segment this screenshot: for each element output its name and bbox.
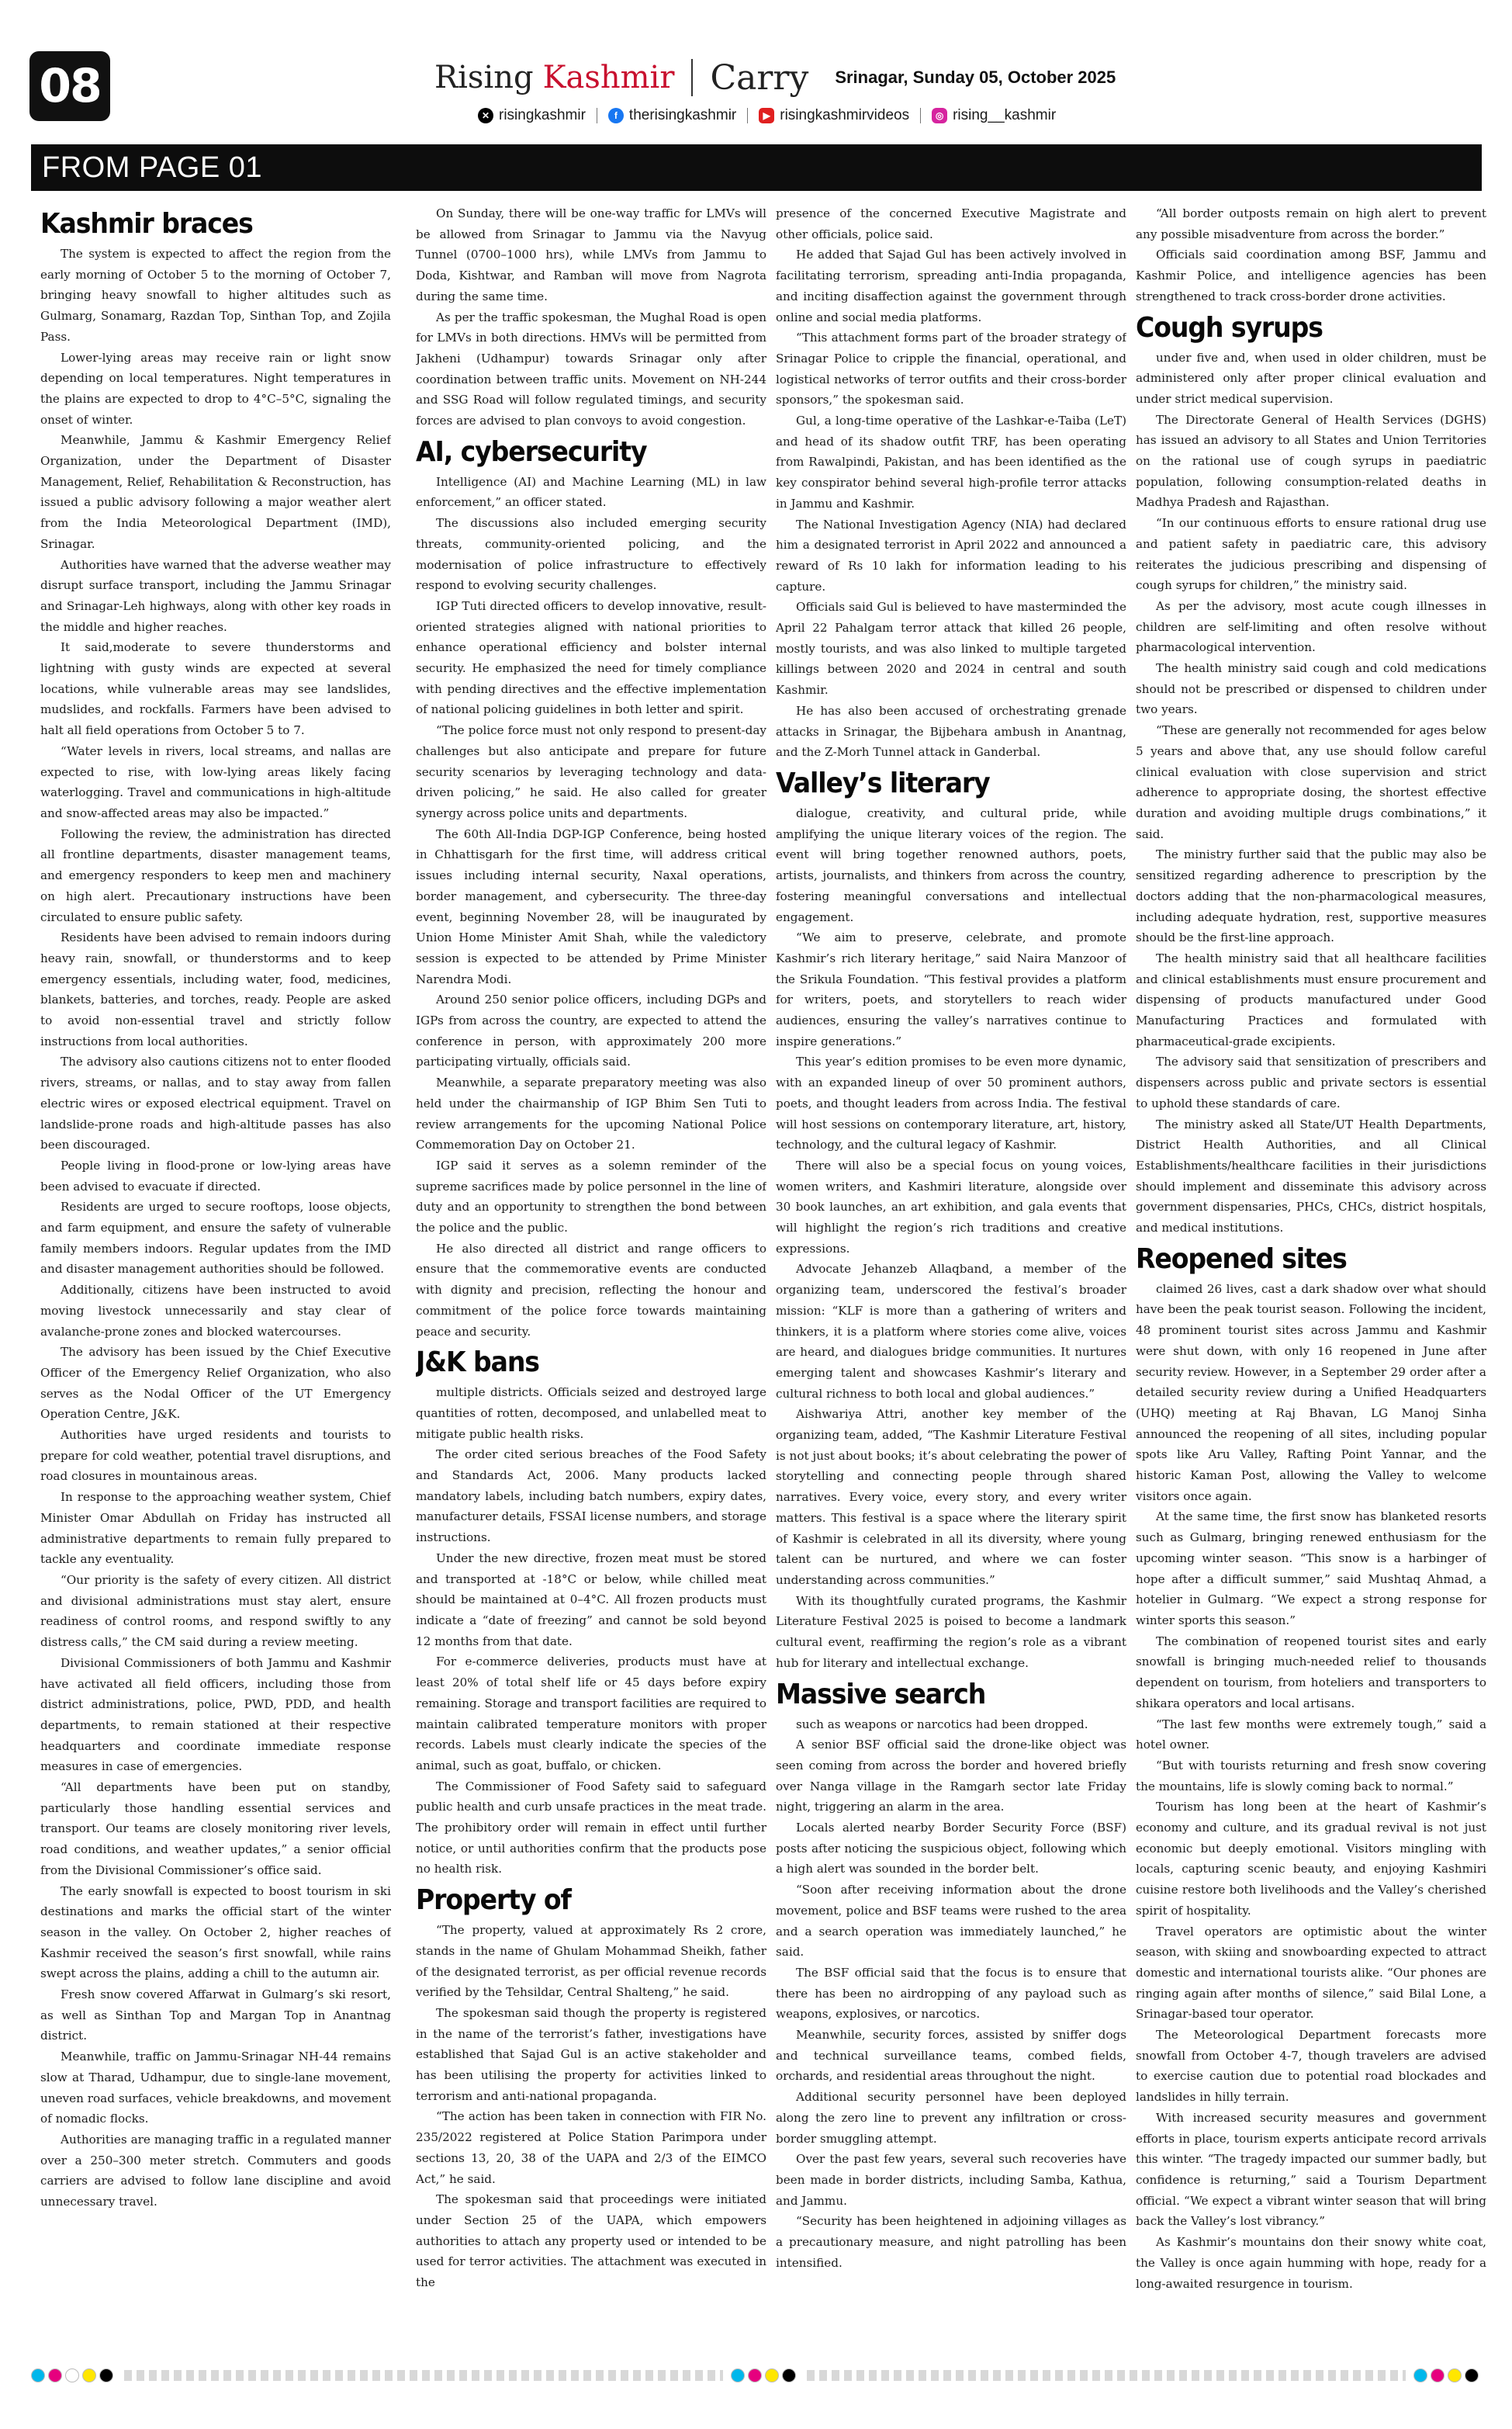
article-paragraph: “These are generally not recommended for ages below 5 years and above that, any use should follow careful clinical evaluation with close supervision and strict adherence to appropriate dosing, the shortest effective duration and avoiding multiple drugs combinations,” it said.: [1136, 723, 1486, 841]
social-handles: [478, 104, 1067, 127]
article-paragraph: The advisory has been issued by the Chief Executive Officer of the Emergency Relief Organization, who also serves as the Nodal Officer of the UT Emergency Operation Centre, J&K.: [40, 1345, 391, 1422]
article-headline: Cough syrups: [1136, 311, 1323, 344]
article-paragraph: presence of the concerned Executive Magistrate and other officials, police said.: [776, 206, 1126, 241]
registration-dot: [48, 2368, 62, 2382]
article-paragraph: The 60th All-India DGP-IGP Conference, being hosted in Chhattisgarh for the first time, will address critical issues including internal security, Naxal operations, border management, and cybersecurity. The three-day event, beginning November 28, will be inaugurated by Union Home Minister Amit Shah, while the valedictory session is expected to be attended by Prime Minister Narendra Modi.: [416, 826, 766, 986]
dateline: Srinagar, Sunday 05, October 2025: [835, 68, 1116, 87]
article-column-2: [416, 203, 766, 2345]
registration-dot: [1448, 2368, 1462, 2382]
article-paragraph: The early snowfall is expected to boost tourism in ski destinations and marks the official start of the winter season in the valley. On October 2, higher reaches of Kashmir received the season’s first snowfall, while rains swept across the plains, adding a chill to the autumn air.: [40, 1883, 391, 1981]
page-number: 08: [29, 51, 110, 121]
article-paragraph: Meanwhile, a separate preparatory meeting was also held under the chairmanship of IGP Bhim Sen Tuti to review arrangements for the upcoming National Police Commemoration Day on October 21.: [416, 1076, 766, 1152]
article-paragraph: Additionally, citizens have been instructed to avoid moving livestock unnecessarily and stay clear of avalanche-prone zones and blocked watercourses.: [40, 1283, 391, 1339]
social-handle: therisingkashmir: [628, 107, 737, 123]
article-paragraph: The system is expected to affect the region from the early morning of October 5 to the morning of October 7, bringing heavy snowfall to higher altitudes such as Gulmarg, Sonamarg, Razdan Top, Sinthan Top, and Zojila Pass.: [40, 247, 391, 344]
article-paragraph: The ministry further said that the public may also be sensitized regarding adherence to prescription by the doctors adding that the non-pharmacological measures, including adequate hydration, rest, supportive measures should be the first-line approach.: [1136, 847, 1486, 945]
article-paragraph: Divisional Commissioners of both Jammu and Kashmir have activated all field officers, including those from district administrations, police, PWD, PDD, and health departments, to remain stationed at their respective headquarters and coordinate immediate response measures in case of emergencies.: [40, 1655, 391, 1774]
social-handle: risingkashmirvideos: [780, 107, 910, 123]
article-paragraph: IGP said it serves as a solemn reminder of the supreme sacrifices made by police personnel in the line of duty and an opportunity to strengthen the bond between the police and the public.: [416, 1158, 766, 1235]
article-paragraph: Aishwariya Attri, another key member of the organizing team, added, “The Kashmir Literature Festival is not just about books; it’s about celebrating the power of storytelling and connecting people through shared narratives. Every voice, every story, and every writer matters. This festival is a space where the literary spirit of Kashmir is celebrated in all its diversity, where young talent can be nurtured, and where we can foster understanding across communities.”: [776, 1407, 1126, 1587]
article-paragraph: “All border outposts remain on high alert to prevent any possible misadventure from across the border.”: [1136, 206, 1486, 241]
article-paragraph: Authorities have warned that the adverse weather may disrupt surface transport, including the Jammu Srinagar and Srinagar-Leh highways, along with other key roads in the middle and higher reaches.: [40, 557, 391, 634]
article-paragraph: Tourism has long been at the heart of Kashmir’s economy and culture, and its gradual revival is not just economic but deeply emotional. Visitors mingling with locals, capturing scenic beauty, and enjoying Kashmiri cuisine restore both livelihoods and the Valley’s cherished spirit of hospitality.: [1136, 1800, 1486, 1918]
article-paragraph: The health ministry said cough and cold medications should not be prescribed or dispensed to children under two years.: [1136, 661, 1486, 717]
article-paragraph: Authorities are managing traffic in a regulated manner over a 250–300 meter stretch. Commuters and goods carriers are advised to follow lane discipline and avoid unnecessary travel.: [40, 2132, 391, 2209]
article-paragraph: Around 250 senior police officers, including DGPs and IGPs from across the country, are expected to attend the conference in person, with approximately 200 more participating virtually, officials said.: [416, 993, 766, 1069]
article-paragraph: “Water levels in rivers, local streams, and nallas are expected to rise, with low-lying areas likely facing waterlogging. Travel and communications in high-altitude and snow-affected areas may also be impacted.”: [40, 743, 391, 820]
print-registration-bar: [31, 2367, 1482, 2384]
social-facebook[interactable]: [608, 107, 736, 124]
section-banner: FROM PAGE 01: [31, 144, 1482, 191]
registration-dot: [31, 2368, 45, 2382]
article-column-3: [776, 203, 1126, 2345]
article-paragraph: As per the traffic spokesman, the Mughal Road is open for LMVs in both directions. HMVs will be permitted from Jakheni (Udhampur) towards Srinagar only after coordination between traffic units. Movement on NH-244 and SSG Road will follow regulated timings, and security forces are advised to plan convoys to avoid congestion.: [416, 310, 766, 428]
masthead: [434, 54, 1133, 101]
article-paragraph: The discussions also included emerging security threats, community-oriented policing, and the modernisation of police infrastructure to effectively respond to evolving security challenges.: [416, 516, 766, 593]
article-paragraph: The advisory said that sensitization of prescribers and dispensers across public and private sectors is essential to uphold these standards of care.: [1136, 1055, 1486, 1111]
article-paragraph: “Our priority is the safety of every citizen. All district and divisional administrations must stay alert, ensure readiness of control rooms, and respond swiftly to any distress calls,” the CM said during a review meeting.: [40, 1573, 391, 1650]
article-headline: Reopened sites: [1136, 1242, 1347, 1275]
article-paragraph: Travel operators are optimistic about the winter season, with skiing and snowboarding expected to attract domestic and international tourists alike. “Our phones are ringing again after months of silence,” said Bilal Lone, a Srinagar-based tour operator.: [1136, 1924, 1486, 2022]
article-paragraph: People living in flood-prone or low-lying areas have been advised to evacuate if directed.: [40, 1158, 391, 1194]
registration-dot: [82, 2368, 96, 2382]
social-instagram[interactable]: [932, 107, 1056, 124]
article-paragraph: The Commissioner of Food Safety said to safeguard public health and curb unsafe practices in the meat trade. The prohibitory order will remain in effect until further notice, or until authorities confirm that the products pose no health risk.: [416, 1779, 766, 1876]
article-paragraph: A senior BSF official said the drone-like object was seen coming from across the border and hovered briefly over Nanga village in the Ramgarh sector late Friday night, triggering an alarm in the area.: [776, 1738, 1126, 1814]
facebook-icon: f: [608, 108, 624, 123]
article-paragraph: “Soon after receiving information about the drone movement, police and BSF teams were rushed to the area and a search operation was immediately launched,” he said.: [776, 1883, 1126, 1959]
divider: [920, 108, 921, 123]
registration-dot: [65, 2368, 79, 2382]
article-headline: Valley’s literary: [776, 767, 990, 799]
divider: [747, 108, 748, 123]
article-paragraph: There will also be a special focus on young voices, women writers, and Kashmiri literature, alongside over 30 book launches, an art exhibition, and gala events that will highlight the region’s rich traditions and creative expressions.: [776, 1158, 1126, 1256]
article-paragraph: At the same time, the first snow has blanketed resorts such as Gulmarg, bringing renewed enthusiasm for the upcoming winter season. “This snow is a harbinger of hope after a difficult summer,” said Mushtaq Ahmad, a hotelier in Gulmarg. “We expect a strong response for winter sports this season.”: [1136, 1509, 1486, 1627]
article-paragraph: Locals alerted nearby Border Security Force (BSF) posts after noticing the suspicious object, following which a high alert was sounded in the border belt.: [776, 1821, 1126, 1876]
social-handle: rising__kashmir: [953, 107, 1057, 123]
article-headline: AI, cybersecurity: [416, 435, 647, 468]
article-paragraph: “The last few months were extremely tough,” said a hotel owner.: [1136, 1717, 1486, 1752]
supplement-title: Carry: [710, 57, 809, 98]
article-paragraph: Officials said coordination among BSF, Jammu and Kashmir Police, and intelligence agencies has been strengthened to track cross-border drone activities.: [1136, 248, 1486, 303]
registration-dot: [731, 2368, 745, 2382]
article-paragraph: Meanwhile, traffic on Jammu-Srinagar NH-44 remains slow at Tharad, Udhampur, due to single-lane movement, uneven road surfaces, vehicle breakdowns, and movement of nomadic flocks.: [40, 2050, 391, 2126]
registration-dot: [1465, 2368, 1479, 2382]
masthead-divider: [691, 59, 693, 96]
article-paragraph: “Security has been heightened in adjoining villages as a precautionary measure, and night patrolling has been intensified.: [776, 2214, 1126, 2270]
article-paragraph: The National Investigation Agency (NIA) had declared him a designated terrorist in April 2022 and announced a reward of Rs 10 lakh for information leading to his capture.: [776, 517, 1126, 594]
article-paragraph: Additional security personnel have been deployed along the zero line to prevent any infiltration or cross-border smuggling attempt.: [776, 2090, 1126, 2146]
registration-rail: [807, 2370, 1406, 2381]
article-paragraph: Lower-lying areas may receive rain or light snow depending on local temperatures. Night temperatures in the plains are expected to drop to 4°C–5°C, signaling the onset of winter.: [40, 350, 391, 427]
article-paragraph: With increased security measures and government efforts in place, tourism experts anticipate record arrivals this winter. “The tragedy impacted our summer badly, but confidence is returning,” said a Tourism Department official. “We expect a vibrant winter season that will bring back the Valley’s lost vibrancy.”: [1136, 2110, 1486, 2229]
article-paragraph: claimed 26 lives, cast a dark shadow over what should have been the peak tourist season. Following the incident, 48 prominent tourist sites across Jammu and Kashmir were shut down, with only 16 reopened in June after security review. However, in a September 29 order after a detailed security review during a Unified Headquarters (UHQ) meeting at Raj Bhavan, LG Manoj Sinha announced the reopening of all sites, including popular spots like Aru Valley, Rafting Point Yannar, and the historic Kaman Post, allowing the Valley to welcome visitors once again.: [1136, 1281, 1486, 1503]
article-paragraph: The spokesman said though the property is registered in the name of the terrorist’s father, investigations have established that Sajad Gul is an active stakeholder and has been utilising the property for activities linked to terrorism and anti-national propaganda.: [416, 2005, 766, 2103]
registration-dot: [748, 2368, 762, 2382]
article-paragraph: The Directorate General of Health Services (DGHS) has issued an advisory to all States and Union Territories on the rational use of cough syrups in paediatric population, following consumption-related deaths in Madhya Pradesh and Rajasthan.: [1136, 412, 1486, 510]
article-paragraph: The Meteorological Department forecasts more snowfall from October 4-7, though travelers are advised to exercise caution due to potential road blockades and landslides in hilly terrain.: [1136, 2028, 1486, 2105]
article-paragraph: For e-commerce deliveries, products must have at least 20% of total shelf life or 45 days before expiry remaining. Storage and transport facilities are required to maintain calibrated temperature monitors with proper records. Labels must clearly indicate the species of the animal, such as goat, buffalo, or chicken.: [416, 1655, 766, 1772]
registration-dot: [1413, 2368, 1427, 2382]
article-paragraph: The ministry asked all State/UT Health Departments, District Health Authorities, and all Clinical Establishments/healthcare facilities in their jurisdictions should implement and disseminate this advisory across government dispensaries, PHCs, CHCs, district hospitals, and medical institutions.: [1136, 1117, 1486, 1235]
article-paragraph: “This attachment forms part of the broader strategy of Srinagar Police to cripple the financial, operational, and logistical networks of terror outfits and their cross-border sponsors,” the spokesman said.: [776, 331, 1126, 407]
article-column-1: [40, 203, 391, 2345]
registration-dot: [1431, 2368, 1445, 2382]
article-paragraph: Following the review, the administration has directed all frontline departments, disaster management teams, and emergency responders to keep men and machinery on high alert. Precautionary instructions have been circulated to ensure public safety.: [40, 826, 391, 924]
article-paragraph: On Sunday, there will be one-way traffic for LMVs will be allowed from Srinagar to Jammu via the Navyug Tunnel (0700–1000 hrs), while LMVs from Jammu to Doda, Kishtwar, and Ramban will move from Nagrota during the same time.: [416, 206, 766, 303]
article-column-4: [1136, 203, 1486, 2345]
article-paragraph: IGP Tuti directed officers to develop innovative, result-oriented strategies aligned with national priorities to enhance operational efficiency and bolster internal security. He emphasized the need for timely compliance with pending directives and the effective implementation of national policing guidelines in both letter and spirit.: [416, 598, 766, 717]
article-paragraph: Meanwhile, Jammu & Kashmir Emergency Relief Organization, under the Department of Disaster Management, Relief, Rehabilitation & Reconstruction, has issued a public advisory following a major weather alert from the India Meteorological Department (IMD), Srinagar.: [40, 433, 391, 551]
registration-dot: [99, 2368, 113, 2382]
article-paragraph: Fresh snow covered Affarwat in Gulmarg’s ski resort, as well as Sinthan Top and Margan Top in Anantnag district.: [40, 1987, 391, 2043]
article-paragraph: With its thoughtfully curated programs, the Kashmir Literature Festival 2025 is poised to become a landmark cultural event, reaffirming the region’s role as a vibrant hub for literary and intellectual exchange.: [776, 1593, 1126, 1670]
article-paragraph: under five and, when used in older children, must be administered only after proper clinical evaluation and under strict medical supervision.: [1136, 350, 1486, 406]
article-paragraph: Intelligence (AI) and Machine Learning (ML) in law enforcement,” an officer stated.: [416, 474, 766, 510]
article-paragraph: He has also been accused of orchestrating grenade attacks in Srinagar, the Bijbehara ambush in Anantnag, and the Z-Morh Tunnel attack in Ganderbal.: [776, 703, 1126, 760]
article-paragraph: It said,moderate to severe thunderstorms and lightning with gusty winds are expected at several locations, while vulnerable areas may see landslides, mudslides, and rockfalls. Farmers have been advised to halt all field operations from October 5 to 7.: [40, 640, 391, 738]
article-paragraph: In response to the approaching weather system, Chief Minister Omar Abdullah on Friday has instructed all administrative departments to remain fully prepared to tackle any eventuality.: [40, 1490, 391, 1567]
article-paragraph: He added that Sajad Gul has been actively involved in facilitating terrorism, spreading anti-India propaganda, and inciting disaffection against the government through online and social media platforms.: [776, 248, 1126, 324]
youtube-icon: ▶: [759, 108, 774, 123]
article-paragraph: Under the new directive, frozen meat must be stored and transported at -18°C or below, while chilled meat should be maintained at 0–4°C. All frozen products must indicate a “date of freezing” and cannot be sold beyond 12 months from that date.: [416, 1551, 766, 1648]
article-paragraph: The spokesman said that proceedings were initiated under Section 25 of the UAPA, which empowers authorities to attach any property used or intended to be used for terror activities. The attachment was executed in the: [416, 2192, 766, 2290]
article-paragraph: The advisory also cautions citizens not to enter flooded rivers, streams, or nallas, and to stay away from fallen electric wires or exposed electrical equipment. Travel on landslide-prone roads and high-altitude passes has also been discouraged.: [40, 1055, 391, 1152]
article-paragraph: Officials said Gul is believed to have masterminded the April 22 Pahalgam terror attack that killed 26 people, mostly tourists, and was also linked to multiple targeted killings between 2020 and 2024 in central and south Kashmir.: [776, 600, 1126, 698]
article-paragraph: He also directed all district and range officers to ensure that the commemorative events are conducted with dignity and precision, reflecting the honour and commitment of the police force towards maintaining peace and security.: [416, 1241, 766, 1339]
article-paragraph: multiple districts. Officials seized and destroyed large quantities of rotten, decomposed, and unlabelled meat to mitigate public health risks.: [416, 1385, 766, 1441]
article-paragraph: dialogue, creativity, and cultural pride, while amplifying the unique literary voices of the region. The event will bring together renowned authors, poets, artists, journalists, and thinkers from across the country, fostering meaningful conversations and intellectual engagement.: [776, 806, 1126, 924]
brand-secondary: Kashmir: [542, 60, 675, 95]
article-paragraph: As per the advisory, most acute cough illnesses in children are self-limiting and often resolve without pharmacological intervention.: [1136, 598, 1486, 655]
article-paragraph: The combination of reopened tourist sites and early snowfall is bringing much-needed relief to thousands dependent on tourism, from hoteliers and transporters to shikara operators and local artisans.: [1136, 1634, 1486, 1710]
instagram-icon: ◎: [932, 108, 947, 123]
article-paragraph: Authorities have urged residents and tourists to prepare for cold weather, potential travel disruptions, and road closures in mountainous areas.: [40, 1428, 391, 1484]
social-handle: risingkashmir: [499, 107, 586, 123]
registration-dot: [765, 2368, 779, 2382]
registration-rail: [124, 2370, 723, 2381]
article-paragraph: “The police force must not only respond to present-day challenges but also anticipate and prepare for future security scenarios by leveraging technology and data-driven policing,” he said. He also called for greater synergy across police units and departments.: [416, 723, 766, 820]
article-paragraph: “But with tourists returning and fresh snow covering the mountains, life is slowly coming back to normal.”: [1136, 1758, 1486, 1793]
article-headline: J&K bans: [416, 1346, 539, 1379]
article-paragraph: “The property, valued at approximately Rs 2 crore, stands in the name of Ghulam Mohammad Sheikh, father of the designated terrorist, as per official revenue records verified by the Tehsildar, Central Shalteng,” he said.: [416, 1923, 766, 2000]
article-paragraph: Advocate Jehanzeb Allaqband, a member of the organizing team, underscored the festival’s broader mission: “KLF is more than a gathering of writers and thinkers, it is a platform where stories come alive, voices are heard, and dialogues bridge communities. It nurtures emerging talent and showcases Kashmir’s literary and cultural richness to both local and global audiences.”: [776, 1262, 1126, 1401]
social-youtube[interactable]: [759, 107, 909, 124]
article-headline: Kashmir braces: [40, 208, 253, 240]
article-paragraph: “We aim to preserve, celebrate, and promote Kashmir’s rich literary heritage,” said Naira Manzoor of the Srikula Foundation. “This festival provides a platform for writers, poets, and storytellers to reach wider audiences, ensuring the valley’s narratives continue to inspire generations.”: [776, 930, 1126, 1048]
social-x[interactable]: [478, 107, 586, 124]
article-paragraph: “All departments have been put on standby, particularly those handling essential services and transport. Our teams are closely monitoring river levels, road conditions, and weather updates,” a senior official from the Divisional Commissioner’s office said.: [40, 1780, 391, 1877]
article-paragraph: Residents have been advised to remain indoors during heavy rain, snowfall, or thunderstorms and to keep emergency essentials, including water, food, medicines, blankets, batteries, and torches, ready. People are asked to avoid non-essential travel and strictly follow instructions from local authorities.: [40, 930, 391, 1048]
registration-marks-left: [31, 2368, 116, 2382]
article-paragraph: Over the past few years, several such recoveries have been made in border districts, including Samba, Kathua, and Jammu.: [776, 2152, 1126, 2208]
article-paragraph: “In our continuous efforts to ensure rational drug use and patient safety in paediatric care, this advisory reiterates the judicious prescribing and dispensing of cough syrups for children,” the ministry said.: [1136, 516, 1486, 593]
article-headline: Massive search: [776, 1678, 986, 1710]
article-paragraph: The health ministry said that all healthcare facilities and clinical establishments must ensure procurement and dispensing of products manufactured under Good Manufacturing Practices and formulated with pharmaceutical-grade excipients.: [1136, 951, 1486, 1048]
article-paragraph: This year’s edition promises to be even more dynamic, with an expanded lineup of over 50 prominent authors, poets, and thought leaders from across India. The festival will host sessions on contemporary literature, art, history, technology, and the cultural legacy of Kashmir.: [776, 1055, 1126, 1152]
article-headline: Property of: [416, 1884, 571, 1917]
brand-primary: Rising: [434, 60, 534, 95]
article-paragraph: “The action has been taken in connection with FIR No. 235/2022 registered at Police Station Parimpora under sections 13, 20, 38 of the UAPA and 2/3 of the EIMCO Act,” he said.: [416, 2109, 766, 2186]
registration-marks-center: [731, 2368, 799, 2382]
article-paragraph: such as weapons or narcotics had been dropped.: [796, 1717, 1088, 1731]
article-paragraph: Meanwhile, security forces, assisted by sniffer dogs and technical surveillance teams, combed fields, orchards, and residential areas throughout the night.: [776, 2028, 1126, 2084]
registration-dot: [782, 2368, 796, 2382]
x-icon: ✕: [478, 108, 493, 123]
article-paragraph: Gul, a long-time operative of the Lashkar-e-Taiba (LeT) and head of its shadow outfit TRF, has been operating from Rawalpindi, Pakistan, and has been identified as the key conspirator behind several high-profile terror attacks in Jammu and Kashmir.: [776, 414, 1126, 511]
article-paragraph: The BSF official said that the focus is to ensure that there has been no airdropping of any payload such as weapons, explosives, or narcotics.: [776, 1965, 1126, 2022]
registration-marks-right: [1413, 2368, 1482, 2382]
article-paragraph: Residents are urged to secure rooftops, loose objects, and farm equipment, and ensure the safety of vulnerable family members indoors. Regular updates from the IMD and disaster management authorities should be followed.: [40, 1200, 391, 1277]
article-paragraph: As Kashmir’s mountains don their snowy white coat, the Valley is once again humming with hope, ready for a long-awaited resurgence in tourism.: [1136, 2235, 1486, 2291]
article-paragraph: The order cited serious breaches of the Food Safety and Standards Act, 2006. Many products lacked mandatory labels, including batch numbers, expiry dates, manufacturer details, FSSAI license numbers, and storage instructions.: [416, 1447, 766, 1545]
